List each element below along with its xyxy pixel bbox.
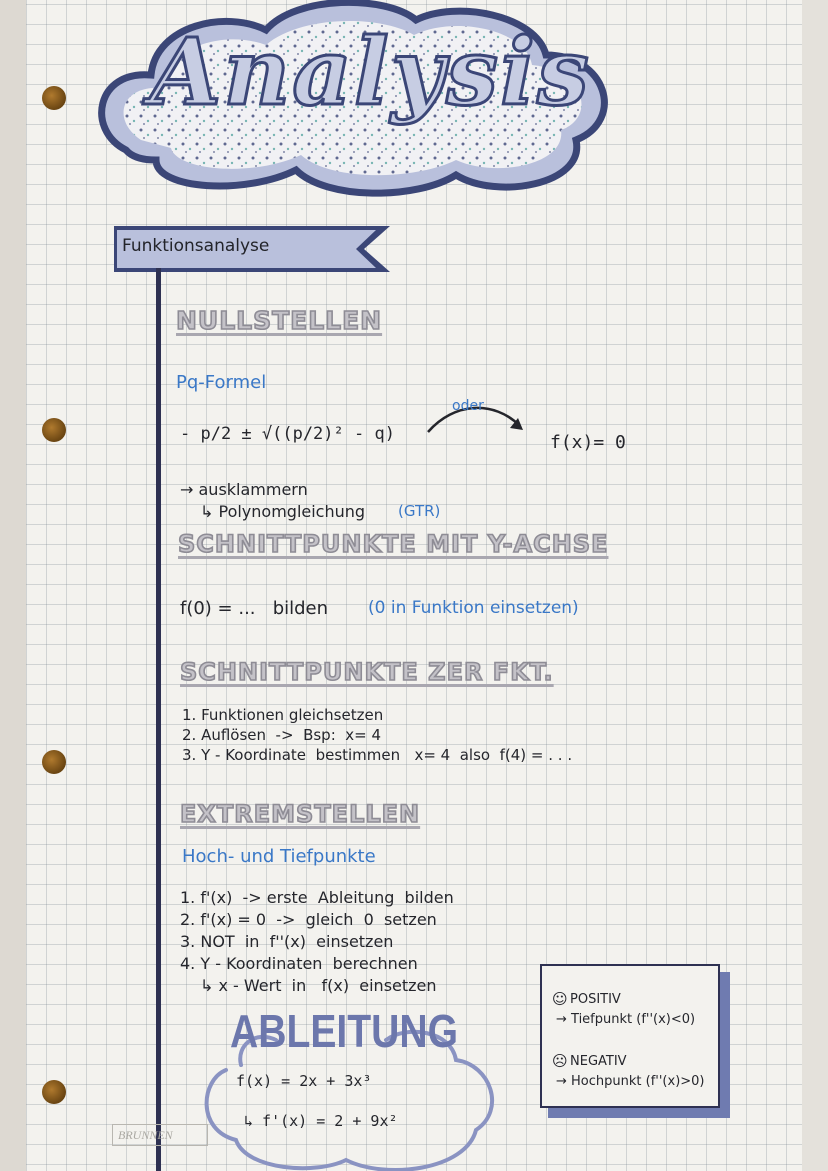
positiv-text: → Tiefpunkt (f''(x)<0) [556, 1012, 696, 1027]
heading-y-achse: SCHNITTPUNKTE MIT Y-ACHSE [178, 530, 609, 558]
punch-hole [42, 418, 66, 442]
page-title: Analysis [150, 18, 591, 126]
punch-hole [42, 750, 66, 774]
punch-hole [42, 1080, 66, 1104]
f-x-zero: f(x)= 0 [550, 432, 626, 453]
nullstellen-line-2: ↳ Polynomgleichung [200, 502, 366, 521]
ableitung-heading: ABLEITUNG [230, 1005, 459, 1057]
negativ-text: → Hochpunkt (f''(x)>0) [556, 1074, 705, 1089]
heading-extremstellen: EXTREMSTELLEN [180, 800, 421, 828]
extremstellen-item: 3. NOT in f''(x) einsetzen [180, 932, 394, 951]
timeline-line [156, 268, 161, 1171]
schnittpunkte-item: 1. Funktionen gleichsetzen [182, 706, 384, 724]
y-achse-note: (0 in Funktion einsetzen) [368, 598, 579, 618]
oder-label: oder [452, 398, 484, 414]
extremstellen-item: 4. Y - Koordinaten berechnen [180, 954, 418, 973]
nullstellen-line-1: → ausklammern [180, 480, 308, 499]
pq-formula-label: Pq-Formel [176, 372, 267, 393]
section-banner-label: Funktionsanalyse [122, 236, 270, 256]
punch-hole [42, 86, 66, 110]
y-achse-line: f(0) = ... bilden [180, 598, 329, 619]
paper-right-edge [802, 0, 828, 1171]
pq-formula: - p/2 ± √((p/2)² - q) [180, 424, 395, 444]
schnittpunkte-item: 3. Y - Koordinate bestimmen x= 4 also f(4) = . . . [182, 746, 573, 764]
negativ-label: NEGATIV [570, 1054, 627, 1069]
smile-icon: ☺ [552, 990, 568, 1008]
extremstellen-sub: Hoch- und Tiefpunkte [182, 846, 376, 867]
ableitung-function: f(x) = 2x + 3x³ [236, 1072, 372, 1090]
gtr-tag: (GTR) [398, 502, 441, 520]
schnittpunkte-item: 2. Auflösen -> Bsp: x= 4 [182, 726, 382, 744]
heading-schnittpunkte: SCHNITTPUNKTE ZER FKT. [180, 658, 554, 686]
frown-icon: ☹ [552, 1052, 568, 1070]
ableitung-derivative: ↳ f'(x) = 2 + 9x² [244, 1112, 398, 1130]
extremstellen-item: 2. f'(x) = 0 -> gleich 0 setzen [180, 910, 437, 929]
heading-nullstellen: NULLSTELLEN [176, 306, 383, 335]
brand-label: BRUNNEN [118, 1128, 173, 1142]
positiv-label: POSITIV [570, 992, 621, 1007]
paper-left-edge [0, 0, 26, 1171]
extremstellen-item: 1. f'(x) -> erste Ableitung bilden [180, 888, 454, 907]
extremstellen-item: ↳ x - Wert in f(x) einsetzen [200, 976, 437, 995]
